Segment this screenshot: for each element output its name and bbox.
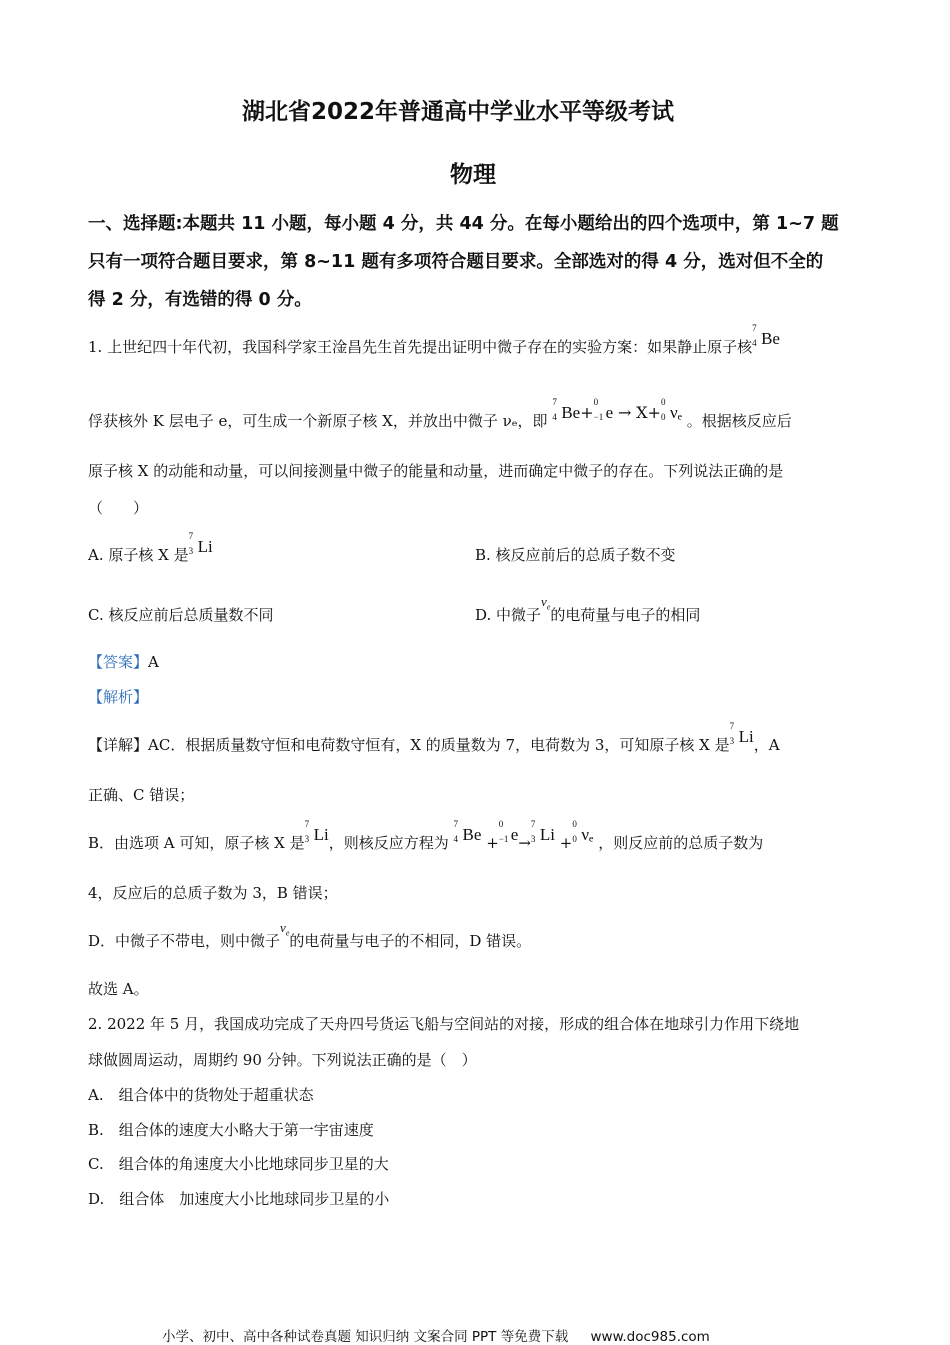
section-instructions-line3: 得 2 分，有选错的得 0 分。 bbox=[88, 290, 312, 310]
q2-option-d: D. 组合体 加速度大小比地球同步卫星的小 bbox=[88, 1190, 390, 1208]
answer-line bbox=[88, 651, 159, 672]
detail-line5: D．中微子不带电，则中微子$v_e$的电荷量与电子的不相同，D 错误。 bbox=[88, 920, 532, 950]
q2-option-c: C. 组合体的角速度大小比地球同步卫星的大 bbox=[88, 1155, 389, 1173]
neutrino-symbol: $v_e$ bbox=[541, 594, 551, 612]
conclusion: 故选 A。 bbox=[88, 980, 149, 998]
detail-line2: 正确、C 错误； bbox=[88, 786, 195, 804]
detail-label: 【详解】 bbox=[88, 736, 149, 754]
be-nuclide: 7 4 Be bbox=[453, 819, 482, 844]
answer-label: 【答案】 bbox=[88, 653, 149, 671]
exam-title: 湖北省2022年普通高中学业水平等级考试 bbox=[242, 99, 675, 125]
neutrino-symbol: $v_e$ bbox=[280, 920, 290, 938]
q1-paren: （ ） bbox=[88, 499, 149, 517]
q1-option-b: B. 核反应前后的总质子数不变 bbox=[475, 546, 676, 564]
li-nuclide: 7 3 Li bbox=[304, 819, 329, 844]
li-nuclide: 7 3 Li bbox=[729, 721, 754, 746]
answer-value: A bbox=[148, 653, 159, 671]
section-instructions-line2: 只有一项符合题目要求，第 8~11 题有多项符合题目要求。全部选对的得 4 分，选对但不全的 bbox=[88, 252, 824, 272]
detail-line4: 4，反应后的总质子数为 3，B 错误； bbox=[88, 884, 338, 902]
electron-nuclide: 0 −1 e bbox=[593, 397, 614, 422]
q2-line2: 球做圆周运动，周期约 90 分钟。下列说法正确的是（ ） bbox=[88, 1051, 477, 1069]
be-nuclide: 7 4 Be bbox=[552, 397, 581, 422]
q2-option-b: B. 组合体的速度大小略大于第一宇宙速度 bbox=[88, 1121, 374, 1139]
neutrino-nuclide: 0 0 νₑ bbox=[572, 819, 594, 844]
subject-title: 物理 bbox=[450, 162, 496, 188]
q1-line3: 原子核 X 的动能和动量，可以间接测量中微子的能量和动量，进而确定中微子的存在。下列说法正确的是 bbox=[88, 462, 784, 480]
electron-nuclide: 0 −1 e bbox=[498, 819, 519, 844]
full-reaction-equation: 7 4 Be + 0 −1 e→ 7 3 Li + 0 0 νₑ bbox=[453, 819, 594, 852]
detail-line1: 【详解】AC．根据质量数守恒和电荷数守恒有，X 的质量数为 7，电荷数为 3，可知原子核 X 是 7 3 Li，A bbox=[88, 721, 780, 754]
q1-line2: 俘获核外 K 层电子 e，可生成一个新原子核 X，并放出中微子 νₑ，即 7 4 Be+ 0 −1 e → X+ 0 0 νₑ 。根据核反应后 bbox=[88, 397, 792, 430]
q1-line1: 1. 上世纪四十年代初，我国科学家王淦昌先生首先提出证明中微子存在的实验方案：如果静止原子核 7 4 Be bbox=[88, 323, 780, 356]
li-nuclide: 7 3 Li bbox=[530, 819, 555, 844]
li-nuclide: 7 3 Li bbox=[188, 531, 213, 556]
q2-option-a: A. 组合体中的货物处于超重状态 bbox=[88, 1086, 314, 1104]
analysis-label: 【解析】 bbox=[88, 688, 149, 706]
neutrino-nuclide: 0 0 νₑ bbox=[660, 397, 682, 422]
q2-line1: 2. 2022 年 5 月，我国成功完成了天舟四号货运飞船与空间站的对接，形成的组合体在地球引力作用下绕地 bbox=[88, 1015, 800, 1033]
reaction-equation: 7 4 Be+ 0 −1 e → X+ 0 0 νₑ bbox=[552, 412, 686, 430]
q1-option-d: D. 中微子$v_e$的电荷量与电子的相同 bbox=[475, 594, 701, 624]
footer-text: 小学、初中、高中各种试卷真题 知识归纳 文案合同 PPT 等免费下载 bbox=[162, 1329, 569, 1345]
q1-option-c: C. 核反应前后总质量数不同 bbox=[88, 606, 274, 624]
q1-option-a: A. 原子核 X 是 7 3 Li bbox=[88, 531, 213, 564]
footer-url[interactable]: www.doc985.com bbox=[590, 1329, 710, 1345]
be-nuclide: 7 4 Be bbox=[752, 323, 780, 348]
footer bbox=[162, 1325, 710, 1345]
section-instructions-line1: 一、选择题:本题共 11 小题，每小题 4 分，共 44 分。在每小题给出的四个选项中，第 1~7 题 bbox=[88, 214, 839, 234]
detail-line3: B．由选项 A 可知，原子核 X 是 7 3 Li，则核反应方程为 7 4 Be + 0 −1 e→ 7 3 Li + 0 0 νₑ ，则反应前的总质子数为 bbox=[88, 819, 764, 852]
